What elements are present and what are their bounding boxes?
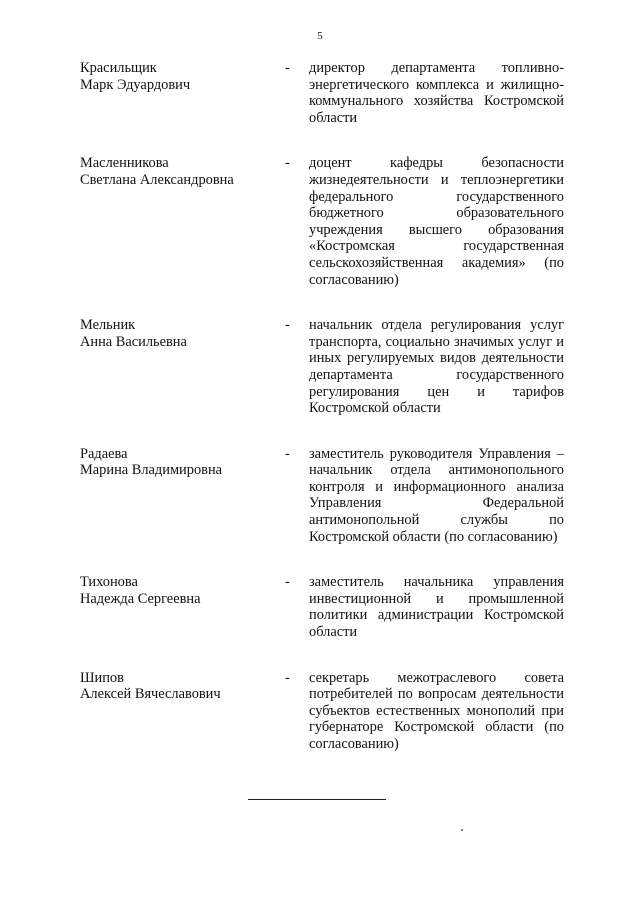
member-surname: Мельник bbox=[80, 317, 136, 334]
separator-dash: - bbox=[285, 445, 290, 462]
member-name bbox=[80, 317, 285, 350]
member-entry bbox=[80, 574, 570, 640]
member-position: доцент кафедры безопасности жизнедеятельности и теплоэнергетики федерального государственного бюджетного образовательного учреждения высшего образования «Костромская государственная сельскохозяйственная академия» (по согласованию) bbox=[309, 155, 564, 288]
separator-dash: - bbox=[285, 669, 290, 686]
member-name bbox=[80, 60, 285, 93]
separator-dash: - bbox=[285, 60, 290, 76]
separator-dash: - bbox=[285, 574, 290, 591]
member-entry bbox=[80, 317, 570, 417]
member-surname: Тихонова bbox=[80, 574, 138, 591]
member-list bbox=[80, 60, 570, 753]
member-position: директор департамента топливно-энергетического комплекса и жилищно-коммунального хозяйства Костромской области bbox=[309, 60, 564, 126]
member-position: начальник отдела регулирования услуг транспорта, социально значимых услуг и иных регулируемых видов деятельности департамента государственного регулирования цен и тарифов Костромской области bbox=[309, 317, 564, 417]
separator-dash: - bbox=[285, 155, 290, 172]
member-name bbox=[80, 574, 285, 607]
member-name bbox=[80, 155, 285, 188]
member-surname: Радаева bbox=[80, 445, 128, 462]
member-entry bbox=[80, 670, 570, 753]
end-of-list-rule bbox=[248, 799, 386, 800]
member-given-names: Марк Эдуардович bbox=[80, 76, 191, 93]
member-surname: Масленникова bbox=[80, 155, 169, 172]
member-position: заместитель начальника управления инвестиционной и промышленной политики администрации Костромской области bbox=[309, 574, 564, 641]
member-entry bbox=[80, 155, 570, 288]
member-given-names: Алексей Вячеславович bbox=[80, 686, 221, 703]
member-given-names: Анна Васильевна bbox=[80, 333, 187, 350]
page-number: 5 bbox=[317, 30, 323, 42]
scan-speck bbox=[461, 829, 463, 831]
member-name bbox=[80, 446, 285, 479]
separator-dash: - bbox=[285, 317, 290, 334]
member-position: секретарь межотраслевого совета потребителей по вопросам деятельности субъектов естественных монополий при губернаторе Костромской области (по согласованию) bbox=[309, 669, 564, 752]
member-given-names: Надежда Сергеевна bbox=[80, 590, 201, 607]
member-entry bbox=[80, 60, 570, 126]
member-given-names: Светлана Александровна bbox=[80, 171, 234, 188]
member-surname: Шипов bbox=[80, 669, 124, 686]
member-surname: Красильщик bbox=[80, 60, 157, 76]
member-name bbox=[80, 670, 285, 703]
member-entry bbox=[80, 446, 570, 546]
member-given-names: Марина Владимировна bbox=[80, 462, 223, 479]
member-position: заместитель руководителя Управления – начальник отдела антимонопольного контроля и информационного анализа Управления Федеральной антимонопольной службы по Костромской области (по согласованию) bbox=[309, 445, 564, 545]
